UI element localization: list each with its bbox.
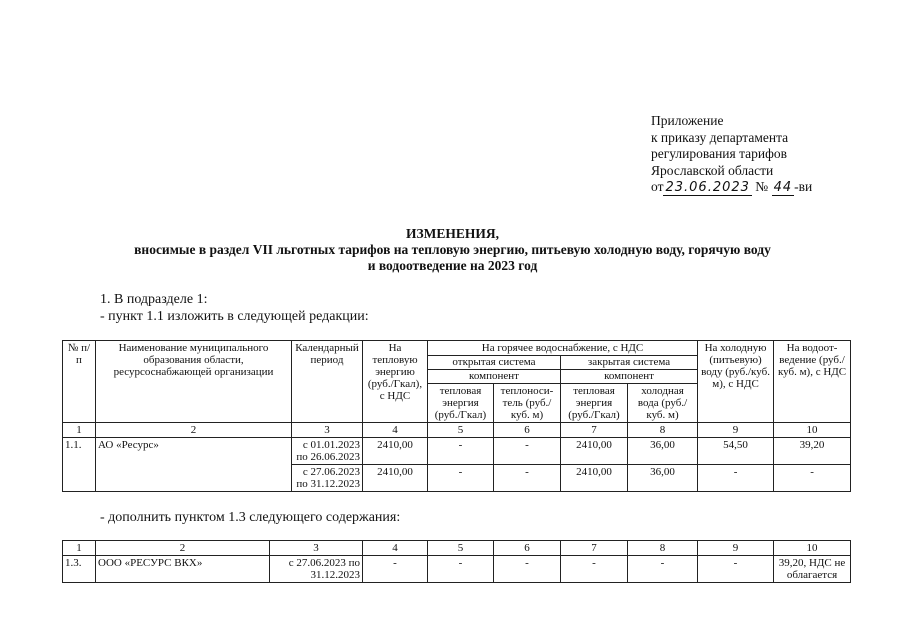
column-number-row (63, 541, 851, 556)
row-num: 1.1. (63, 438, 96, 492)
row-open-carrier: - (494, 438, 561, 465)
col-number: 2 (96, 541, 270, 556)
header-component-label: компонент (469, 370, 519, 382)
row-cold-water: - (698, 465, 774, 492)
order-from: от (651, 179, 664, 194)
row-cold-water: - (698, 556, 774, 583)
table-row (63, 556, 851, 583)
col-number: 7 (561, 423, 628, 438)
row-closed-heat: 2410,00 (561, 465, 628, 492)
col-number: 6 (494, 541, 561, 556)
col-number: 7 (561, 541, 628, 556)
row-org-name: ООО «РЕСУРС ВКХ» (96, 556, 270, 583)
row-wastewater: - (774, 465, 851, 492)
col-number: 8 (628, 541, 698, 556)
header-wastewater: На водоот-ведение (руб./куб. м), с НДС (774, 341, 851, 423)
col-number: 10 (774, 423, 851, 438)
row-open-heat: - (428, 438, 494, 465)
row-period: с 01.01.2023 по 26.06.2023 (292, 438, 363, 465)
row-period: с 27.06.2023 по 31.12.2023 (292, 465, 363, 492)
row-closed-heat: - (561, 556, 628, 583)
header-open-carrier: теплоноси-тель (руб./куб. м) (494, 384, 561, 423)
tariff-table-1 (62, 340, 851, 492)
col-number: 9 (698, 423, 774, 438)
col-number: 1 (63, 541, 96, 556)
col-number: 3 (270, 541, 363, 556)
order-date: 23.06.2023 (665, 180, 750, 195)
header-closed-heat: тепловая энергия (руб./Гкал) (561, 384, 628, 423)
paragraph-3: - дополнить пунктом 1.3 следующего содержания: (100, 510, 401, 525)
row-closed-heat: 2410,00 (561, 438, 628, 465)
row-wastewater: 39,20, НДС не облагается (774, 556, 851, 583)
title-main: ИЗМЕНЕНИЯ, (405, 226, 499, 241)
header-num: № п/п (63, 341, 96, 423)
row-wastewater: 39,20 (774, 438, 851, 465)
appendix-order-line (651, 179, 812, 197)
header-cold-water: На холодную (питьевую) воду (руб./куб. м), с НДС (698, 341, 774, 423)
row-heat: 2410,00 (363, 438, 428, 465)
col-number: 5 (428, 423, 494, 438)
appendix-block (651, 113, 812, 197)
appendix-line: к приказу департамента (651, 129, 789, 145)
header-closed-system (561, 356, 698, 384)
row-num: 1.3. (63, 556, 96, 583)
column-number-row (63, 423, 851, 438)
header-open-system (428, 356, 561, 384)
header-name: Наименование муниципального образования области, ресурсоснабжающей организации (96, 341, 292, 423)
appendix-line: Ярославской области (651, 162, 774, 178)
col-number: 10 (774, 541, 851, 556)
header-open-label: открытая система (428, 356, 560, 370)
table-row (63, 438, 851, 465)
header-closed-label: закрытая система (561, 356, 697, 370)
col-number: 4 (363, 541, 428, 556)
row-closed-cold: 36,00 (628, 465, 698, 492)
row-period: с 27.06.2023 по 31.12.2023 (270, 556, 363, 583)
row-closed-cold: 36,00 (628, 438, 698, 465)
col-number: 5 (428, 541, 494, 556)
header-closed-cold: холодная вода (руб./куб. м) (628, 384, 698, 423)
row-cold-water: 54,50 (698, 438, 774, 465)
col-number: 9 (698, 541, 774, 556)
row-open-heat: - (428, 556, 494, 583)
col-number: 6 (494, 423, 561, 438)
document-title (0, 226, 905, 274)
header-open-heat: тепловая энергия (руб./Гкал) (428, 384, 494, 423)
appendix-line: Приложение (651, 113, 724, 128)
header-component-label: компонент (604, 370, 654, 382)
row-closed-cold: - (628, 556, 698, 583)
paragraph-1: 1. В подразделе 1: (100, 292, 208, 307)
order-suffix: -ви (794, 179, 813, 194)
appendix-line: регулирования тарифов (651, 146, 788, 161)
row-heat: - (363, 556, 428, 583)
title-line: и водоотведение на 2023 год (367, 258, 538, 273)
header-hot-water: На горячее водоснабжение, с НДС (428, 341, 698, 356)
order-number-label: № (755, 179, 769, 194)
header-heat: На тепловую энергию (руб./Гкал), с НДС (363, 341, 428, 423)
row-heat: 2410,00 (363, 465, 428, 492)
row-open-heat: - (428, 465, 494, 492)
tariff-table-2 (62, 540, 851, 583)
col-number: 8 (628, 423, 698, 438)
row-open-carrier: - (494, 556, 561, 583)
header-period: Календарный период (292, 341, 363, 423)
paragraph-2: - пункт 1.1 изложить в следующей редакции: (100, 309, 369, 324)
row-org-name: АО «Ресурс» (96, 438, 292, 492)
row-open-carrier: - (494, 465, 561, 492)
col-number: 2 (96, 423, 292, 438)
title-line: вносимые в раздел VII льготных тарифов на тепловую энергию, питьевую холодную воду, горячую воду (134, 242, 771, 257)
col-number: 1 (63, 423, 96, 438)
order-number: 44 (773, 180, 793, 195)
col-number: 3 (292, 423, 363, 438)
col-number: 4 (363, 423, 428, 438)
